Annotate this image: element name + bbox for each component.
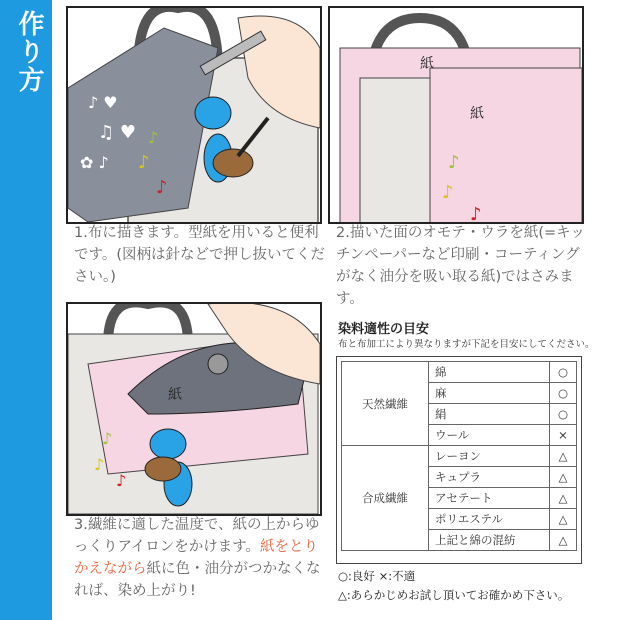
illustration-step-3 <box>66 302 322 516</box>
svg-text:♪: ♪ <box>156 177 168 198</box>
fiber-name: レーヨン <box>429 446 550 467</box>
suitability-mark: △ <box>550 530 577 551</box>
legend-line-2: △:あらかじめお試し頂いてお確かめ下さい。 <box>338 588 570 602</box>
fiber-group: 合成繊維 <box>342 446 429 551</box>
dye-chart-title: 染料適性の目安 <box>338 322 430 337</box>
fiber-name: 絹 <box>429 404 550 425</box>
svg-text:♪: ♪ <box>448 152 460 173</box>
legend-line-1: ○:良好 ×:不適 <box>338 569 416 583</box>
step-1-text: 1.布に描きます。型紙を用いると便利です。(図柄は針などで押し抜いてください。) <box>74 225 325 285</box>
fiber-name: キュプラ <box>429 467 550 488</box>
fiber-name: ウール <box>429 425 550 446</box>
fiber-name: 上記と綿の混紡 <box>429 530 550 551</box>
suitability-mark: △ <box>550 509 577 530</box>
svg-text:♪: ♪ <box>94 455 105 474</box>
section-title: 作り方 <box>14 10 44 94</box>
fiber-name: ポリエステル <box>429 509 550 530</box>
svg-text:♪: ♪ <box>138 152 150 173</box>
fiber-name: アセテート <box>429 488 550 509</box>
svg-text:♪: ♪ <box>148 128 159 147</box>
table-row <box>342 446 577 467</box>
step-3-text <box>74 514 326 602</box>
fiber-name: 麻 <box>429 383 550 404</box>
sidebar <box>0 0 52 620</box>
step-3-text-b: 紙に色・油分がつかなくなれば、染め上がり! <box>74 561 321 599</box>
svg-text:♪: ♪ <box>442 182 454 203</box>
svg-text:✿ ♪: ✿ ♪ <box>80 153 109 172</box>
dye-chart <box>336 356 582 564</box>
fiber-group: 天然繊維 <box>342 362 429 446</box>
table-row <box>342 362 577 383</box>
dye-table <box>341 361 577 551</box>
dye-chart-subtitle: 布と布加工により異なりますが下記を目安にしてください。 <box>338 339 595 350</box>
suitability-mark: ○ <box>550 383 577 404</box>
svg-text:♫ ♥: ♫ ♥ <box>98 122 136 143</box>
step-3-text-a: 3.繊維に適した温度で、紙の上からゆっくりアイロンをかけます。 <box>74 517 320 555</box>
illustration-step-2 <box>328 6 584 224</box>
svg-text:♪: ♪ <box>102 429 113 448</box>
suitability-mark: △ <box>550 488 577 509</box>
suitability-mark: × <box>550 425 577 446</box>
paper-label-back: 紙 <box>420 56 434 72</box>
suitability-mark: ○ <box>550 404 577 425</box>
step-2-text: 2.描いた面のオモテ・ウラを紙(=キッチンペーパーなど印刷・コーティングがなく油分を吸い取る紙)ではさみます。 <box>336 225 585 307</box>
paper-label-iron: 紙 <box>168 387 182 403</box>
svg-text:♪: ♪ <box>470 204 482 222</box>
illustration-step-1 <box>66 6 322 224</box>
fiber-name: 綿 <box>429 362 550 383</box>
suitability-mark: △ <box>550 446 577 467</box>
step-3-highlight: 紙をとりかえながら <box>74 539 319 577</box>
suitability-mark: △ <box>550 467 577 488</box>
svg-text:♪ ♥: ♪ ♥ <box>88 93 118 112</box>
suitability-mark: ○ <box>550 362 577 383</box>
svg-text:♪: ♪ <box>116 471 127 490</box>
paper-label-front: 紙 <box>470 106 484 122</box>
